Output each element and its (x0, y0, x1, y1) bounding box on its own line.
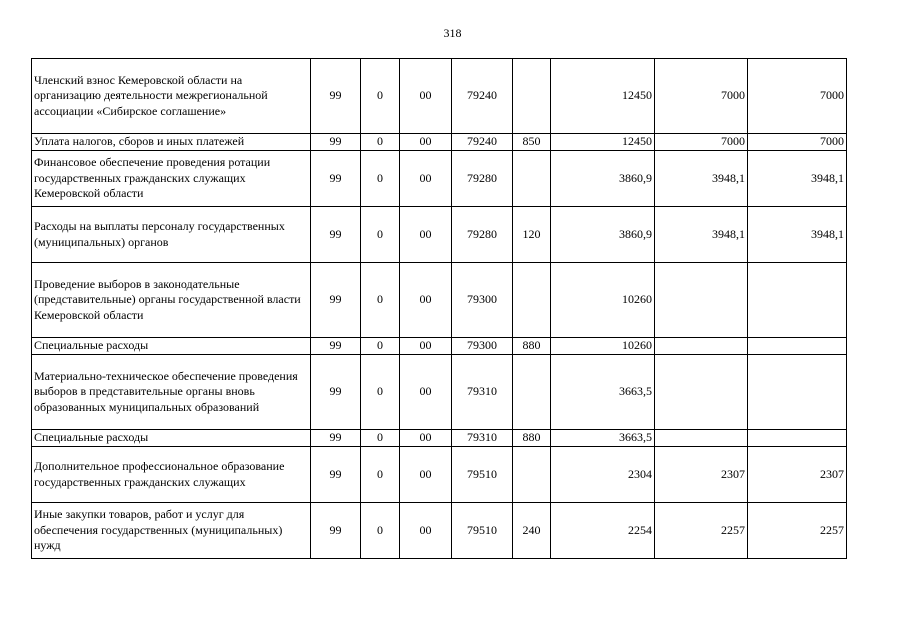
amount-cell: 7000 (748, 134, 847, 151)
amount-cell: 3948,1 (655, 207, 748, 263)
code-cell: 79510 (452, 503, 513, 559)
amount-cell (748, 355, 847, 430)
code-cell (513, 263, 551, 338)
code-cell: 120 (513, 207, 551, 263)
code-cell: 99 (311, 338, 361, 355)
row-name-cell: Расходы на выплаты персоналу государственных (муниципальных) органов (32, 207, 311, 263)
code-cell: 79280 (452, 151, 513, 207)
code-cell: 0 (361, 263, 400, 338)
code-cell: 79310 (452, 430, 513, 447)
code-cell: 00 (400, 134, 452, 151)
code-cell: 00 (400, 338, 452, 355)
amount-cell: 10260 (551, 338, 655, 355)
code-cell: 00 (400, 503, 452, 559)
amount-cell: 3860,9 (551, 151, 655, 207)
code-cell: 79240 (452, 59, 513, 134)
amount-cell: 7000 (655, 134, 748, 151)
code-cell (513, 447, 551, 503)
page-number: 318 (443, 26, 462, 40)
amount-cell: 3663,5 (551, 355, 655, 430)
table-row (32, 151, 847, 207)
table-row (32, 503, 847, 559)
code-cell: 00 (400, 447, 452, 503)
code-cell: 240 (513, 503, 551, 559)
amount-cell (748, 338, 847, 355)
code-cell: 79300 (452, 263, 513, 338)
code-cell: 0 (361, 430, 400, 447)
code-cell: 00 (400, 207, 452, 263)
code-cell: 99 (311, 59, 361, 134)
table-row (32, 263, 847, 338)
row-name-cell: Членский взнос Кемеровской области на организацию деятельности межрегиональной ассоциации «Сибирское соглашение» (32, 59, 311, 134)
row-name-cell: Дополнительное профессиональное образование государственных гражданских служащих (32, 447, 311, 503)
code-cell: 99 (311, 503, 361, 559)
table-row (32, 207, 847, 263)
amount-cell (655, 338, 748, 355)
code-cell: 79310 (452, 355, 513, 430)
amount-cell (655, 263, 748, 338)
amount-cell: 12450 (551, 59, 655, 134)
code-cell: 99 (311, 134, 361, 151)
table-row (32, 134, 847, 151)
amount-cell: 3860,9 (551, 207, 655, 263)
amount-cell (748, 430, 847, 447)
code-cell: 00 (400, 151, 452, 207)
code-cell: 0 (361, 151, 400, 207)
amount-cell (748, 263, 847, 338)
row-name-cell: Специальные расходы (32, 338, 311, 355)
code-cell: 850 (513, 134, 551, 151)
code-cell: 0 (361, 503, 400, 559)
amount-cell: 7000 (748, 59, 847, 134)
table-row (32, 447, 847, 503)
amount-cell: 2254 (551, 503, 655, 559)
table-row (32, 338, 847, 355)
amount-cell: 10260 (551, 263, 655, 338)
code-cell: 880 (513, 338, 551, 355)
amount-cell: 3663,5 (551, 430, 655, 447)
code-cell: 99 (311, 151, 361, 207)
amount-cell (655, 355, 748, 430)
budget-table (31, 58, 847, 559)
table-row (32, 430, 847, 447)
amount-cell (655, 430, 748, 447)
code-cell: 00 (400, 263, 452, 338)
amount-cell: 2307 (748, 447, 847, 503)
code-cell: 99 (311, 447, 361, 503)
row-name-cell: Проведение выборов в законодательные (представительные) органы государственной власти Кемеровской области (32, 263, 311, 338)
amount-cell: 12450 (551, 134, 655, 151)
code-cell: 0 (361, 207, 400, 263)
code-cell: 0 (361, 134, 400, 151)
code-cell (513, 59, 551, 134)
amount-cell: 2257 (748, 503, 847, 559)
row-name-cell: Уплата налогов, сборов и иных платежей (32, 134, 311, 151)
row-name-cell: Финансовое обеспечение проведения ротации государственных гражданских служащих Кемеровской области (32, 151, 311, 207)
code-cell: 0 (361, 59, 400, 134)
code-cell: 0 (361, 355, 400, 430)
row-name-cell: Материально-техническое обеспечение проведения выборов в представительные органы вновь образованных муниципальных образований (32, 355, 311, 430)
code-cell: 99 (311, 207, 361, 263)
code-cell: 00 (400, 430, 452, 447)
code-cell: 00 (400, 59, 452, 134)
table-body (32, 59, 847, 559)
code-cell: 99 (311, 430, 361, 447)
code-cell: 880 (513, 430, 551, 447)
code-cell (513, 355, 551, 430)
code-cell: 00 (400, 355, 452, 430)
table-row (32, 355, 847, 430)
row-name-cell: Специальные расходы (32, 430, 311, 447)
amount-cell: 3948,1 (748, 207, 847, 263)
amount-cell: 2307 (655, 447, 748, 503)
amount-cell: 3948,1 (748, 151, 847, 207)
amount-cell: 2257 (655, 503, 748, 559)
row-name-cell: Иные закупки товаров, работ и услуг для обеспечения государственных (муниципальных) нужд (32, 503, 311, 559)
code-cell: 99 (311, 355, 361, 430)
amount-cell: 2304 (551, 447, 655, 503)
table-row (32, 59, 847, 134)
code-cell: 79240 (452, 134, 513, 151)
code-cell: 0 (361, 447, 400, 503)
code-cell: 79510 (452, 447, 513, 503)
amount-cell: 7000 (655, 59, 748, 134)
code-cell: 99 (311, 263, 361, 338)
code-cell: 79280 (452, 207, 513, 263)
amount-cell: 3948,1 (655, 151, 748, 207)
code-cell: 79300 (452, 338, 513, 355)
code-cell (513, 151, 551, 207)
code-cell: 0 (361, 338, 400, 355)
